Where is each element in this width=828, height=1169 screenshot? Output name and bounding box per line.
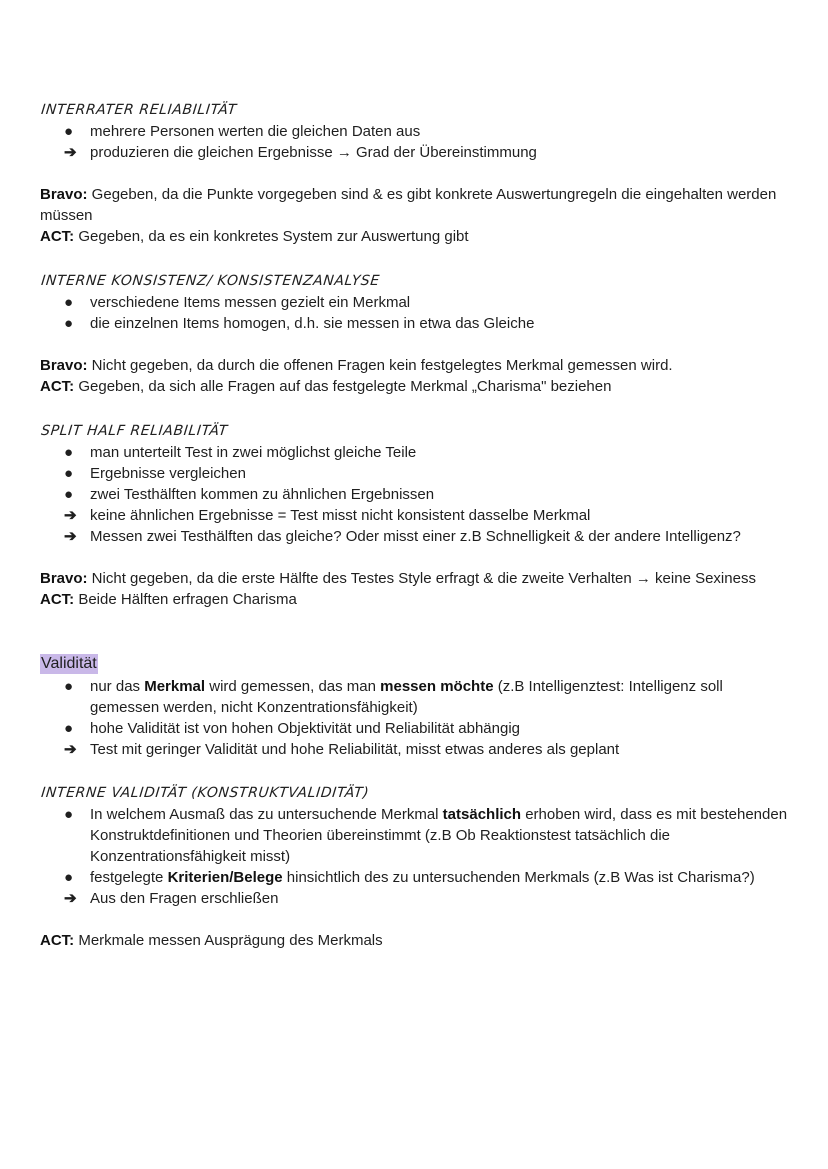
bullet-icon: ● (64, 678, 74, 695)
list-split-half (40, 442, 788, 547)
bullet-icon: ● (64, 720, 74, 737)
act-paragraph: ACT: Gegeben, da es ein konkretes System zur Auswertung gibt (40, 228, 469, 245)
list-item: ● die einzelnen Items homogen, d.h. sie messen in etwa das Gleiche (64, 315, 535, 332)
list-item: ● hohe Validität ist von hohen Objektivität und Reliabilität abhängig (64, 720, 521, 737)
bullet-icon: ● (64, 486, 74, 503)
list-item: ➔ Aus den Fragen erschließen (64, 890, 279, 907)
list-validitaet (40, 676, 788, 760)
list-item: ● In welchem Ausmaß das zu untersuchende Merkmal tatsächlich erhoben wird, dass es mit bestehenden Konstruktdefinitionen und Theorien übereinstimmt (z.B Ob Reaktionstest tatsächlich die Konzentrationsfähigkeit misst) (64, 806, 788, 865)
heading-interrater: INTERRATER RELIABILITÄT (40, 102, 238, 118)
list-item: ● man unterteilt Test in zwei möglichst gleiche Teile (64, 444, 417, 461)
act-paragraph: ACT: Merkmale messen Ausprägung des Merkmals (40, 932, 383, 949)
bullet-icon: ● (64, 294, 74, 311)
list-item: ● verschiedene Items messen gezielt ein Merkmal (64, 294, 411, 311)
list-item: ● mehrere Personen werten die gleichen Daten aus (64, 123, 421, 140)
heading-interne-validitaet: INTERNE VALIDITÄT (KONSTRUKTVALIDITÄT) (40, 785, 370, 801)
list-item: ● zwei Testhälften kommen zu ähnlichen Ergebnissen (64, 486, 435, 503)
bullet-icon: ● (64, 315, 74, 332)
list-item: ● nur das Merkmal wird gemessen, das man messen möchte (z.B Intelligenztest: Intelligenz soll gemessen werden, nicht Konzentrationsfähigkeit) (64, 678, 723, 716)
list-interne-konsistenz (40, 292, 788, 334)
bullet-icon: ● (64, 869, 74, 886)
act-paragraph: ACT: Gegeben, da sich alle Fragen auf das festgelegte Merkmal „Charisma" beziehen (40, 378, 612, 395)
bullet-icon: ● (64, 123, 74, 140)
arrow-icon: ➔ (64, 741, 77, 758)
arrow-icon: ➔ (64, 507, 77, 524)
heading-split-half: SPLIT HALF RELIABILITÄT (40, 423, 229, 439)
list-item: ● festgelegte Kriterien/Belege hinsichtlich des zu untersuchenden Merkmals (z.B Was ist Charisma?) (64, 869, 755, 886)
arrow-icon: ➔ (64, 528, 77, 545)
list-interrater (40, 121, 788, 163)
heading-interne-konsistenz: INTERNE KONSISTENZ/ KONSISTENZANALYSE (40, 273, 381, 289)
heading-validitaet: Validität (41, 655, 97, 672)
arrow-icon: ➔ (64, 890, 77, 907)
bravo-paragraph: Bravo: Nicht gegeben, da die erste Hälfte des Testes Style erfragt & die zweite Verhalten → keine Sexiness (40, 570, 756, 587)
list-item: ➔ Test mit geringer Validität und hohe Reliabilität, misst etwas anderes als geplant (64, 741, 620, 758)
list-item: ● Ergebnisse vergleichen (64, 465, 246, 482)
bullet-icon: ● (64, 806, 74, 823)
act-paragraph: ACT: Beide Hälften erfragen Charisma (40, 591, 297, 608)
list-item: ➔ Messen zwei Testhälften das gleiche? Oder misst einer z.B Schnelligkeit & der andere Intelligenz? (64, 528, 741, 545)
bravo-paragraph: Bravo: Nicht gegeben, da durch die offenen Fragen kein festgelegtes Merkmal gemessen wird. (40, 357, 673, 374)
list-item: ➔ produzieren die gleichen Ergebnisse → Grad der Übereinstimmung (64, 144, 537, 161)
bullet-icon: ● (64, 465, 74, 482)
list-interne-validitaet (40, 804, 788, 909)
bullet-icon: ● (64, 444, 74, 461)
list-item: ➔ keine ähnlichen Ergebnisse = Test misst nicht konsistent dasselbe Merkmal (64, 507, 591, 524)
bravo-paragraph: Bravo: Gegeben, da die Punkte vorgegeben sind & es gibt konkrete Auswertungregeln die eingehalten werden müssen (40, 186, 777, 224)
arrow-icon: ➔ (64, 144, 77, 161)
